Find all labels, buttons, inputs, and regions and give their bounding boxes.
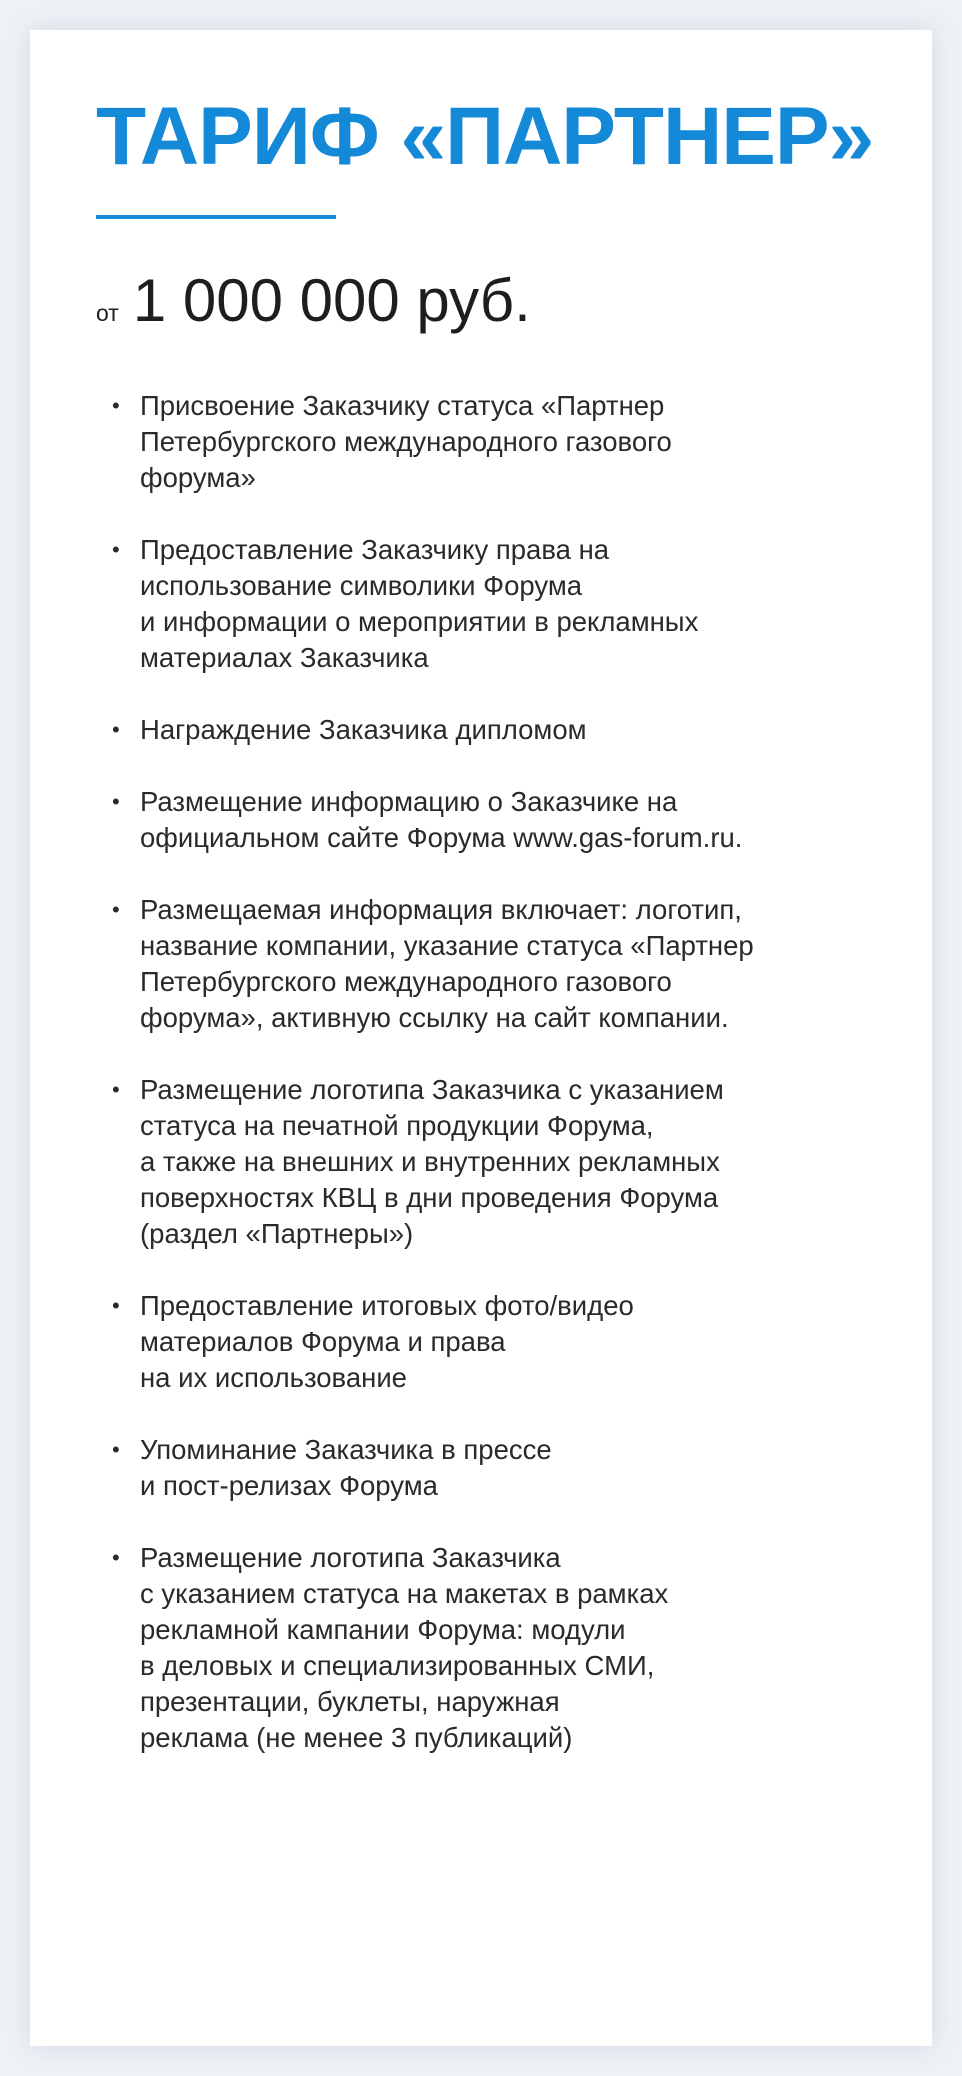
bullet-icon: • [112,897,120,922]
price-prefix: от [96,300,119,326]
bullet-icon: • [112,1437,120,1462]
title-divider [96,215,336,219]
bullet-icon: • [112,1545,120,1570]
bullet-icon: • [112,789,120,814]
bullet-icon: • [112,1293,120,1318]
feature-text: Награждение Заказчика дипломом [140,714,587,745]
feature-text: Присвоение Заказчику статуса «Партнер Петербургского международного газового форума» [140,390,672,493]
bullet-icon: • [112,537,120,562]
feature-item [112,712,892,748]
feature-text: Предоставление Заказчику права на использование символики Форума и информации о мероприятии в рекламных материалах Заказчика [140,534,699,673]
feature-item [112,1432,892,1504]
feature-item [112,1072,892,1252]
tariff-card [30,30,932,2046]
bullet-icon: • [112,717,120,742]
feature-item [112,1288,892,1396]
feature-text: Размещаемая информация включает: логотип, название компании, указание статуса «Партнер Петербургского международного газового форума», активную ссылку на сайт компании. [140,894,754,1033]
features-list [112,388,892,1792]
feature-text: Размещение логотипа Заказчика с указанием статуса на макетах в рамках рекламной кампании Форума: модули в деловых и специализированных СМИ, презентации, буклеты, наружная реклама (не менее 3 публикаций) [140,1542,669,1753]
feature-item [112,532,892,676]
feature-text: Предоставление итоговых фото/видео материалов Форума и права на их использование [140,1290,634,1393]
feature-item [112,1540,892,1756]
feature-item [112,892,892,1036]
feature-item [112,784,892,856]
feature-text: Размещение логотипа Заказчика с указанием статуса на печатной продукции Форума, а также на внешних и внутренних рекламных поверхностях КВЦ в дни проведения Форума (раздел «Партнеры») [140,1074,724,1249]
feature-item [112,388,892,496]
feature-text: Упоминание Заказчика в прессе и пост-релизах Форума [140,1434,552,1501]
feature-text: Размещение информацию о Заказчике на официальном сайте Форума www.gas-forum.ru. [140,786,743,853]
price-amount: 1 000 000 руб. [132,267,531,334]
bullet-icon: • [112,393,120,418]
bullet-icon: • [112,1077,120,1102]
tariff-title: ТАРИФ «ПАРТНЕР» [96,91,874,182]
price [96,266,531,335]
